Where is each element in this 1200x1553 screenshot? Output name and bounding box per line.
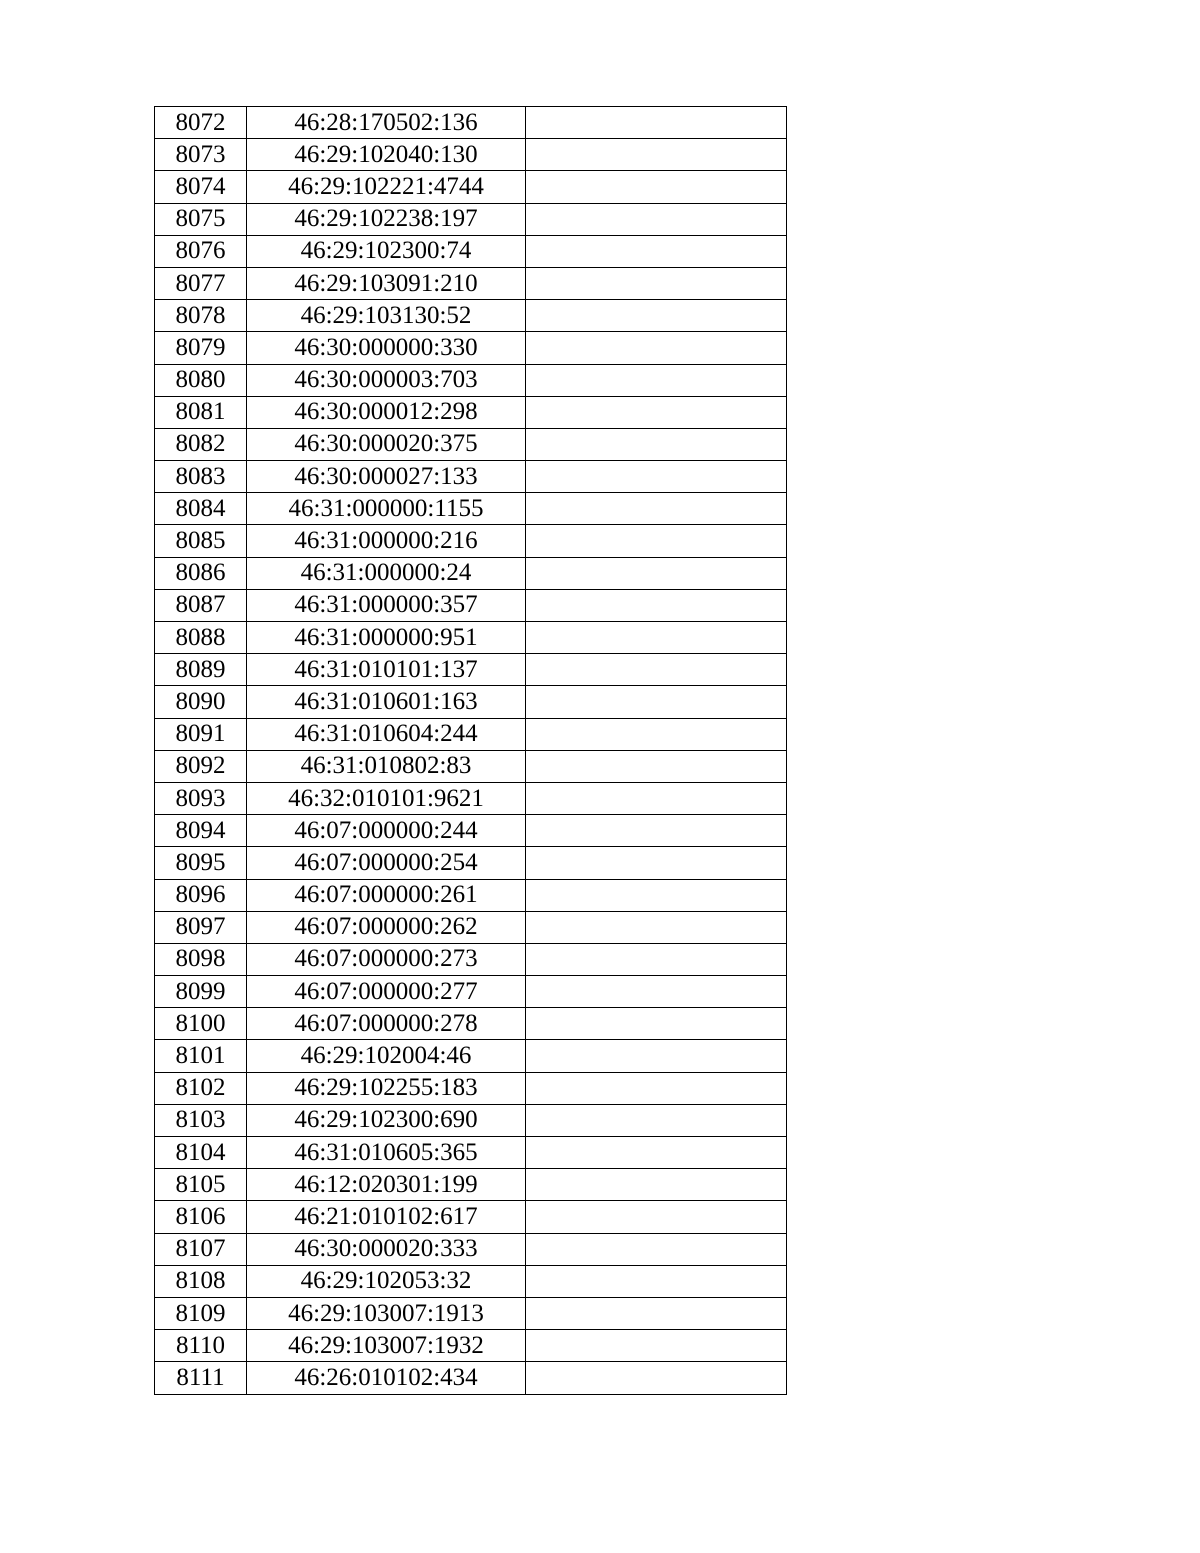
cadastral-number-cell: 46:07:000000:254	[247, 847, 526, 879]
table-body	[155, 107, 787, 1395]
cadastral-number-cell: 46:29:102255:183	[247, 1072, 526, 1104]
table-row	[155, 1233, 787, 1265]
row-number-cell: 8089	[155, 654, 247, 686]
note-cell	[526, 267, 787, 299]
note-cell	[526, 139, 787, 171]
row-number-cell: 8100	[155, 1008, 247, 1040]
note-cell	[526, 300, 787, 332]
table-row	[155, 203, 787, 235]
cadastral-number-cell: 46:29:102040:130	[247, 139, 526, 171]
row-number-cell: 8110	[155, 1330, 247, 1362]
table-row	[155, 396, 787, 428]
note-cell	[526, 782, 787, 814]
row-number-cell: 8097	[155, 911, 247, 943]
cadastral-number-cell: 46:29:103130:52	[247, 300, 526, 332]
table-row	[155, 1137, 787, 1169]
cadastral-number-cell: 46:31:010604:244	[247, 718, 526, 750]
cadastral-number-cell: 46:30:000012:298	[247, 396, 526, 428]
table-row	[155, 557, 787, 589]
cadastral-number-cell: 46:31:000000:357	[247, 589, 526, 621]
row-number-cell: 8092	[155, 750, 247, 782]
table-row	[155, 718, 787, 750]
cadastral-number-cell: 46:32:010101:9621	[247, 782, 526, 814]
cadastral-number-cell: 46:30:000000:330	[247, 332, 526, 364]
cadastral-number-cell: 46:29:103007:1932	[247, 1330, 526, 1362]
row-number-cell: 8102	[155, 1072, 247, 1104]
note-cell	[526, 364, 787, 396]
table-row	[155, 235, 787, 267]
cadastral-number-cell: 46:31:000000:24	[247, 557, 526, 589]
note-cell	[526, 1297, 787, 1329]
row-number-cell: 8093	[155, 782, 247, 814]
cadastral-number-cell: 46:07:000000:262	[247, 911, 526, 943]
row-number-cell: 8098	[155, 943, 247, 975]
row-number-cell: 8080	[155, 364, 247, 396]
note-cell	[526, 1330, 787, 1362]
table-row	[155, 493, 787, 525]
note-cell	[526, 1169, 787, 1201]
cadastral-number-cell: 46:28:170502:136	[247, 107, 526, 139]
cadastral-number-cell: 46:31:000000:216	[247, 525, 526, 557]
row-number-cell: 8106	[155, 1201, 247, 1233]
table-row	[155, 300, 787, 332]
row-number-cell: 8109	[155, 1297, 247, 1329]
cadastral-number-cell: 46:07:000000:277	[247, 976, 526, 1008]
row-number-cell: 8085	[155, 525, 247, 557]
note-cell	[526, 1265, 787, 1297]
cadastral-number-cell: 46:26:010102:434	[247, 1362, 526, 1394]
row-number-cell: 8104	[155, 1137, 247, 1169]
row-number-cell: 8101	[155, 1040, 247, 1072]
note-cell	[526, 1008, 787, 1040]
row-number-cell: 8107	[155, 1233, 247, 1265]
note-cell	[526, 686, 787, 718]
cadastral-table	[154, 106, 787, 1395]
note-cell	[526, 943, 787, 975]
row-number-cell: 8103	[155, 1104, 247, 1136]
row-number-cell: 8086	[155, 557, 247, 589]
note-cell	[526, 1040, 787, 1072]
note-cell	[526, 107, 787, 139]
note-cell	[526, 879, 787, 911]
cadastral-number-cell: 46:31:010101:137	[247, 654, 526, 686]
table-row	[155, 364, 787, 396]
row-number-cell: 8074	[155, 171, 247, 203]
note-cell	[526, 557, 787, 589]
row-number-cell: 8105	[155, 1169, 247, 1201]
row-number-cell: 8075	[155, 203, 247, 235]
cadastral-number-cell: 46:12:020301:199	[247, 1169, 526, 1201]
cadastral-number-cell: 46:07:000000:278	[247, 1008, 526, 1040]
row-number-cell: 8096	[155, 879, 247, 911]
note-cell	[526, 654, 787, 686]
cadastral-number-cell: 46:29:102053:32	[247, 1265, 526, 1297]
row-number-cell: 8088	[155, 622, 247, 654]
cadastral-number-cell: 46:30:000003:703	[247, 364, 526, 396]
table-row	[155, 976, 787, 1008]
table-row	[155, 1072, 787, 1104]
note-cell	[526, 1104, 787, 1136]
cadastral-number-cell: 46:29:102221:4744	[247, 171, 526, 203]
table-row	[155, 589, 787, 621]
table-row	[155, 911, 787, 943]
table-row	[155, 1297, 787, 1329]
row-number-cell: 8078	[155, 300, 247, 332]
note-cell	[526, 332, 787, 364]
note-cell	[526, 589, 787, 621]
row-number-cell: 8079	[155, 332, 247, 364]
table-row	[155, 1362, 787, 1394]
note-cell	[526, 750, 787, 782]
cadastral-number-cell: 46:30:000027:133	[247, 461, 526, 493]
cadastral-number-cell: 46:31:010605:365	[247, 1137, 526, 1169]
table-row	[155, 332, 787, 364]
table-row	[155, 943, 787, 975]
cadastral-number-cell: 46:21:010102:617	[247, 1201, 526, 1233]
table-row	[155, 1265, 787, 1297]
note-cell	[526, 1072, 787, 1104]
note-cell	[526, 461, 787, 493]
note-cell	[526, 847, 787, 879]
cadastral-number-cell: 46:29:102300:690	[247, 1104, 526, 1136]
table-row	[155, 1169, 787, 1201]
note-cell	[526, 911, 787, 943]
table-row	[155, 1008, 787, 1040]
row-number-cell: 8081	[155, 396, 247, 428]
row-number-cell: 8095	[155, 847, 247, 879]
table-row	[155, 428, 787, 460]
row-number-cell: 8111	[155, 1362, 247, 1394]
cadastral-number-cell: 46:07:000000:273	[247, 943, 526, 975]
note-cell	[526, 1362, 787, 1394]
table-row	[155, 171, 787, 203]
note-cell	[526, 171, 787, 203]
note-cell	[526, 976, 787, 1008]
cadastral-number-cell: 46:31:010802:83	[247, 750, 526, 782]
cadastral-number-cell: 46:30:000020:333	[247, 1233, 526, 1265]
table-row	[155, 782, 787, 814]
table-row	[155, 461, 787, 493]
table-row	[155, 815, 787, 847]
row-number-cell: 8084	[155, 493, 247, 525]
note-cell	[526, 235, 787, 267]
cadastral-number-cell: 46:29:102300:74	[247, 235, 526, 267]
row-number-cell: 8087	[155, 589, 247, 621]
row-number-cell: 8108	[155, 1265, 247, 1297]
row-number-cell: 8099	[155, 976, 247, 1008]
table-row	[155, 267, 787, 299]
table-row	[155, 1104, 787, 1136]
note-cell	[526, 622, 787, 654]
cadastral-number-cell: 46:07:000000:244	[247, 815, 526, 847]
note-cell	[526, 493, 787, 525]
row-number-cell: 8076	[155, 235, 247, 267]
note-cell	[526, 428, 787, 460]
cadastral-number-cell: 46:29:103007:1913	[247, 1297, 526, 1329]
note-cell	[526, 815, 787, 847]
note-cell	[526, 396, 787, 428]
cadastral-number-cell: 46:31:000000:1155	[247, 493, 526, 525]
note-cell	[526, 1137, 787, 1169]
note-cell	[526, 1233, 787, 1265]
table-row	[155, 525, 787, 557]
table-row	[155, 847, 787, 879]
row-number-cell: 8091	[155, 718, 247, 750]
note-cell	[526, 203, 787, 235]
cadastral-number-cell: 46:31:000000:951	[247, 622, 526, 654]
row-number-cell: 8073	[155, 139, 247, 171]
row-number-cell: 8083	[155, 461, 247, 493]
table-row	[155, 1040, 787, 1072]
cadastral-number-cell: 46:29:102238:197	[247, 203, 526, 235]
row-number-cell: 8077	[155, 267, 247, 299]
cadastral-number-cell: 46:31:010601:163	[247, 686, 526, 718]
table-row	[155, 622, 787, 654]
table-row	[155, 139, 787, 171]
cadastral-number-cell: 46:29:103091:210	[247, 267, 526, 299]
table-row	[155, 750, 787, 782]
note-cell	[526, 718, 787, 750]
row-number-cell: 8094	[155, 815, 247, 847]
row-number-cell: 8072	[155, 107, 247, 139]
table-row	[155, 654, 787, 686]
table-row	[155, 107, 787, 139]
cadastral-number-cell: 46:07:000000:261	[247, 879, 526, 911]
note-cell	[526, 525, 787, 557]
row-number-cell: 8082	[155, 428, 247, 460]
note-cell	[526, 1201, 787, 1233]
table-row	[155, 686, 787, 718]
row-number-cell: 8090	[155, 686, 247, 718]
table-row	[155, 879, 787, 911]
table-row	[155, 1201, 787, 1233]
table-row	[155, 1330, 787, 1362]
cadastral-number-cell: 46:30:000020:375	[247, 428, 526, 460]
cadastral-number-cell: 46:29:102004:46	[247, 1040, 526, 1072]
